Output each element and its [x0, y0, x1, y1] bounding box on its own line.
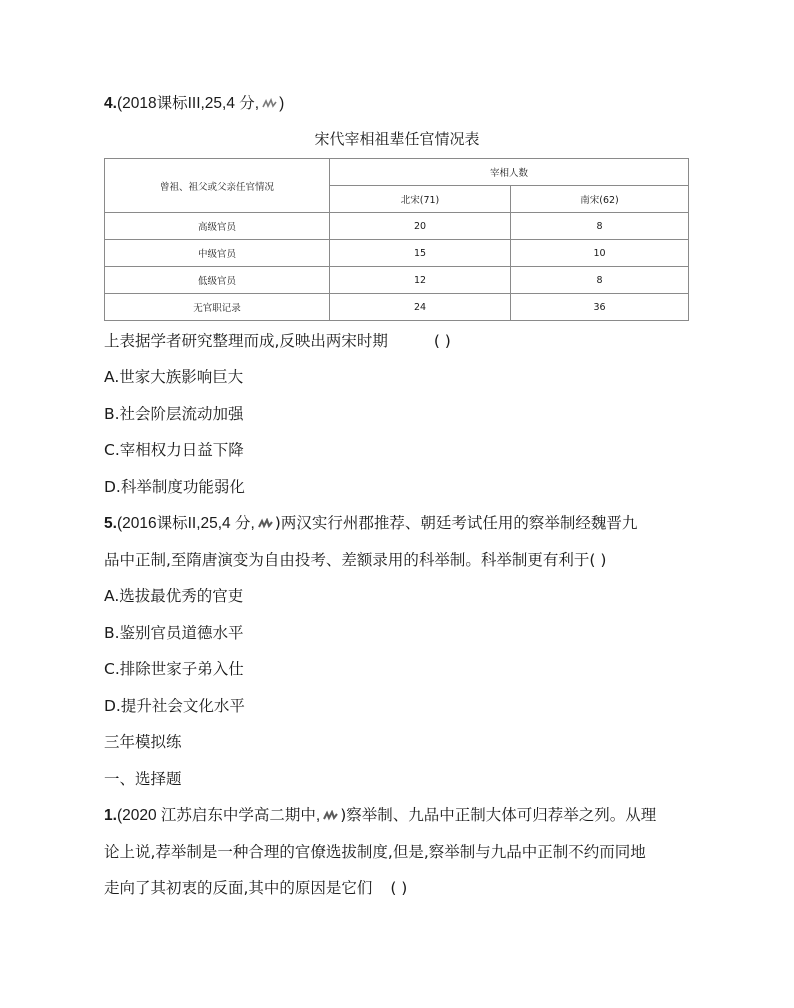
table-row-label: 无官职记录	[105, 294, 330, 321]
star-icon	[256, 518, 274, 530]
table-cell: 15	[330, 240, 511, 267]
option-c: C.排除世家子弟入仕	[104, 660, 244, 678]
question-source: (2018课标III,25,4 分,	[116, 95, 260, 112]
table-column-header: 南宋(62)	[511, 186, 689, 213]
option-d: D.提升社会文化水平	[104, 697, 245, 715]
question-stem: )察举制、九品中正制大体可归荐举之列。从理	[340, 806, 657, 824]
q4-stem	[104, 330, 451, 352]
table-row-label: 高级官员	[105, 213, 330, 240]
table-row	[105, 213, 689, 240]
table-title: 宋代宰相祖辈任官情况表	[314, 130, 480, 148]
table-row	[105, 267, 689, 294]
q1-line-3	[104, 877, 407, 899]
question-stem: )两汉实行州郡推荐、朝廷考试任用的察举制经魏晋九	[274, 514, 638, 532]
table-row-label: 低级官员	[105, 267, 330, 294]
data-table	[104, 158, 689, 321]
option-a: A.选拔最优秀的官吏	[104, 587, 244, 605]
star-icon	[321, 810, 339, 822]
section-subtitle: 一、选择题	[104, 770, 182, 788]
answer-blank: ( )	[390, 879, 408, 897]
question-stem: 走向了其初衷的反面,其中的原因是它们	[104, 879, 373, 897]
star-icon	[260, 98, 278, 110]
table-cell: 24	[330, 294, 511, 321]
q4-header	[104, 92, 284, 115]
q5-line-2: 品中正制,至隋唐演变为自由投考、差额录用的科举制。科举制更有利于( )	[104, 551, 607, 569]
table-row	[105, 240, 689, 267]
q1-line-2: 论上说,荐举制是一种合理的官僚选拔制度,但是,察举制与九品中正制不约而同地	[104, 843, 646, 861]
table-row-label: 中级官员	[105, 240, 330, 267]
section-title: 三年模拟练	[104, 733, 182, 751]
q5-line-1	[104, 512, 637, 535]
option-b: B.社会阶层流动加强	[104, 405, 244, 423]
question-source: (2020 江苏启东中学高二期中,	[116, 807, 321, 824]
table-corner-header: 曾祖、祖父或父亲任官情况	[105, 159, 330, 213]
option-b: B.鉴别官员道德水平	[104, 624, 244, 642]
table-row	[105, 294, 689, 321]
question-number: 1.	[104, 807, 117, 824]
table-cell: 36	[511, 294, 689, 321]
answer-blank: ( )	[433, 332, 451, 350]
option-c: C.宰相权力日益下降	[104, 441, 244, 459]
question-number: 4.	[104, 95, 117, 112]
table-cell: 8	[511, 213, 689, 240]
table-cell: 20	[330, 213, 511, 240]
q1-line-1	[104, 804, 656, 827]
question-number: 5.	[104, 515, 117, 532]
table-cell: 12	[330, 267, 511, 294]
table-column-header: 北宋(71)	[330, 186, 511, 213]
option-a: A.世家大族影响巨大	[104, 368, 244, 386]
option-d: D.科举制度功能弱化	[104, 478, 245, 496]
question-source-close: )	[279, 95, 285, 112]
table-cell: 10	[511, 240, 689, 267]
table-cell: 8	[511, 267, 689, 294]
question-stem: 上表据学者研究整理而成,反映出两宋时期	[104, 332, 388, 350]
question-source: (2016课标II,25,4 分,	[116, 515, 255, 532]
table-group-header: 宰相人数	[330, 159, 689, 186]
